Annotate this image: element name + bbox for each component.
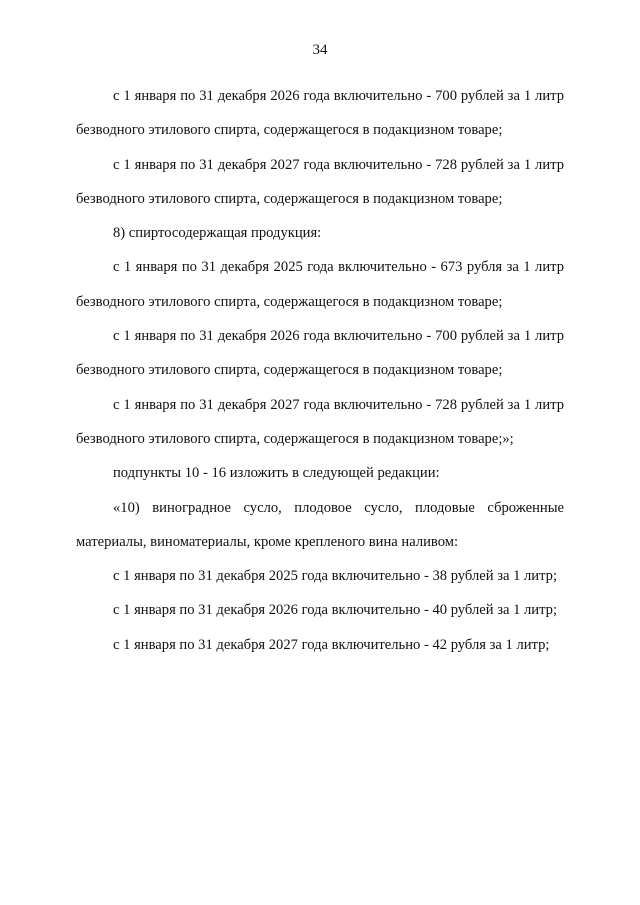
paragraph-2026-rate: с 1 января по 31 декабря 2026 года включительно - 700 рублей за 1 литр безводного этилового спирта, содержащегося в подакцизном товаре; (76, 88, 564, 139)
paragraph-2027-rate: с 1 января по 31 декабря 2027 года включительно - 728 рублей за 1 литр безводного этилового спирта, содержащегося в подакцизном товаре; (76, 156, 564, 207)
paragraph-item-8-2026-rate: с 1 января по 31 декабря 2026 года включительно - 700 рублей за 1 литр безводного этилового спирта, содержащегося в подакцизном товаре; (76, 328, 564, 379)
paragraph-item-10-2025-rate: с 1 января по 31 декабря 2025 года включительно - 38 рублей за 1 литр; (113, 568, 558, 585)
paragraph-item-10-heading: «10) виноградное сусло, плодовое сусло, плодовые сброженные материалы, виноматериалы, кроме крепленого вина наливом: (76, 499, 564, 550)
paragraph-item-8-heading: 8) спиртосодержащая продукция: (113, 225, 322, 242)
paragraph-item-8-2025-rate: с 1 января по 31 декабря 2025 года включительно - 673 рубля за 1 литр безводного этилового спирта, содержащегося в подакцизном товаре; (76, 259, 564, 310)
paragraph-item-10-2027-rate: с 1 января по 31 декабря 2027 года включительно - 42 рубля за 1 литр; (113, 636, 550, 653)
document-body (76, 79, 564, 662)
paragraph-subitems-instruction: подпункты 10 - 16 изложить в следующей редакции: (113, 465, 440, 482)
page-number: 34 (312, 42, 328, 58)
paragraph-item-10-2026-rate: с 1 января по 31 декабря 2026 года включительно - 40 рублей за 1 литр; (113, 602, 558, 619)
paragraph-item-8-2027-rate: с 1 января по 31 декабря 2027 года включительно - 728 рублей за 1 литр безводного этилового спирта, содержащегося в подакцизном товаре;»; (76, 396, 564, 447)
